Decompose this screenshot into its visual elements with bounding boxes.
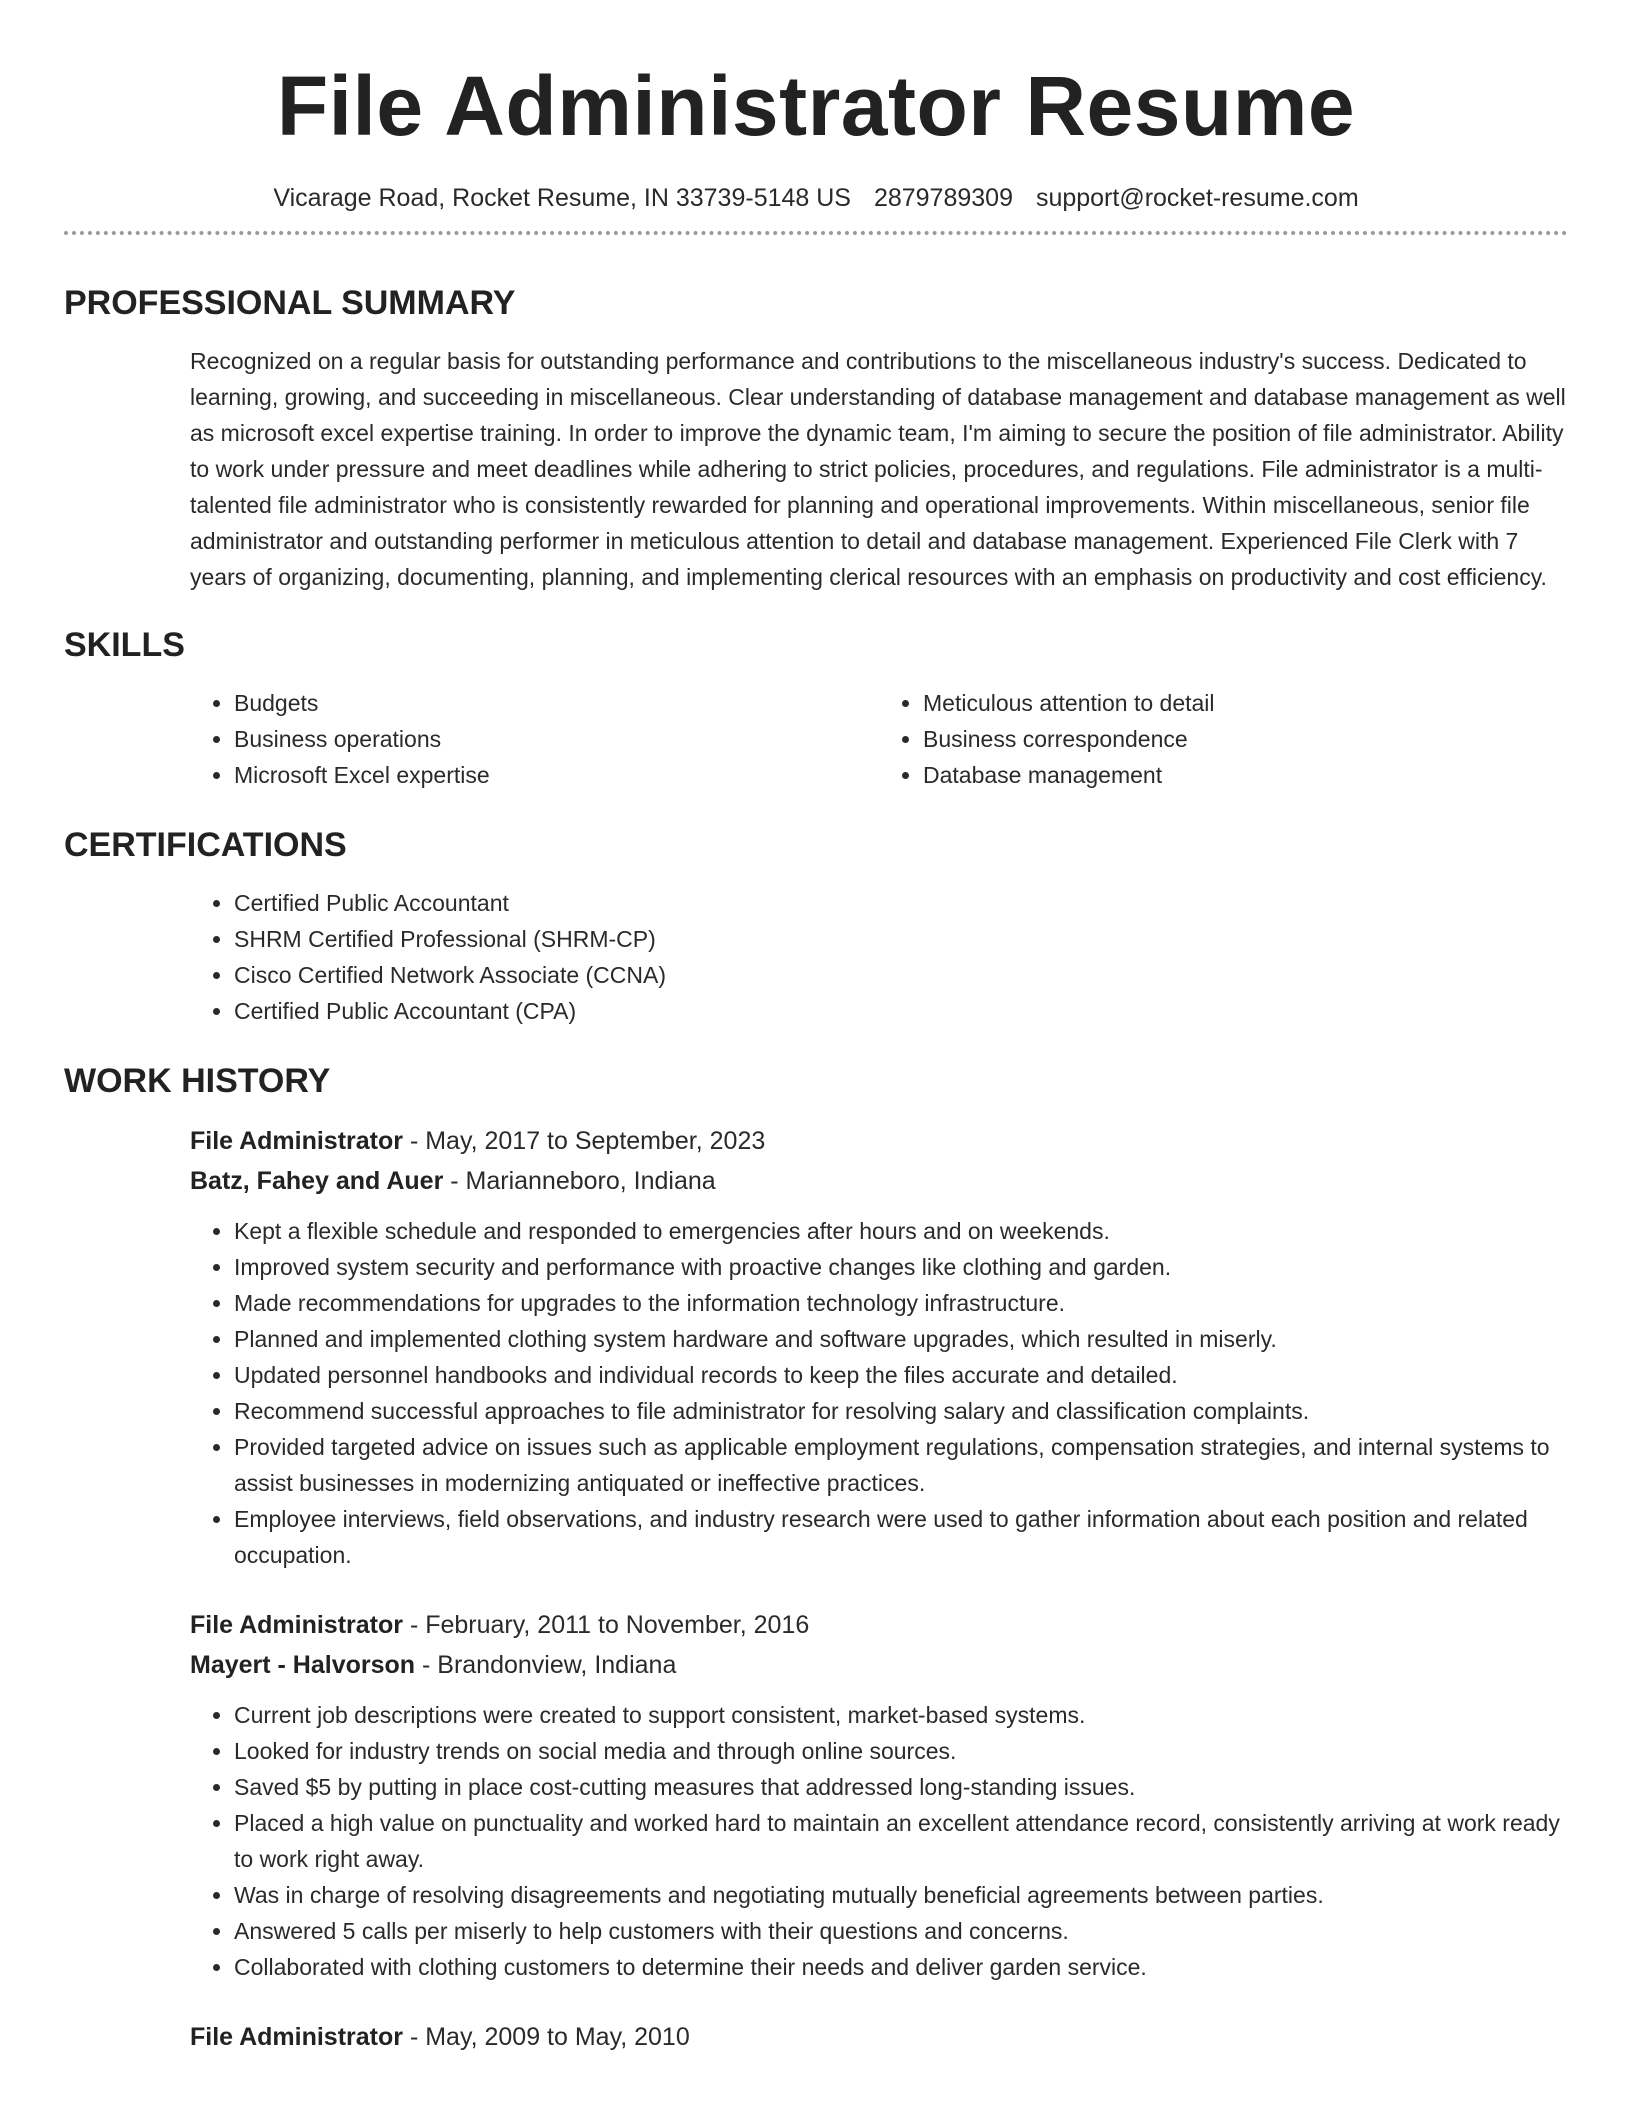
job-role: File Administrator — [190, 2023, 403, 2051]
skills-list — [190, 685, 1568, 793]
job-location: - Brandonview, Indiana — [415, 1651, 677, 1679]
job-title-line — [190, 1605, 1568, 1645]
job-duty: • Provided targeted advice on issues such as applicable employment regulations, compensation strategies, and internal systems to assist businesses in modernizing antiquated or ineffective practices. — [234, 1429, 1568, 1501]
skill-item: • Microsoft Excel expertise — [234, 757, 879, 793]
skill-item: • Budgets — [234, 685, 879, 721]
job-company-line — [190, 1161, 1568, 1201]
job-location: - Marianneboro, Indiana — [443, 1167, 716, 1195]
job-duty: • Was in charge of resolving disagreements and negotiating mutually beneficial agreements between parties. — [234, 1877, 1568, 1913]
skill-item: • Business correspondence — [923, 721, 1568, 757]
contact-address: Vicarage Road, Rocket Resume, IN 33739-5148 US — [273, 184, 851, 212]
certification-item: • SHRM Certified Professional (SHRM-CP) — [234, 921, 1568, 957]
skills-column-right — [879, 685, 1568, 793]
job-duty: • Updated personnel handbooks and individual records to keep the files accurate and detailed. — [234, 1357, 1568, 1393]
summary-text: Recognized on a regular basis for outstanding performance and contributions to the miscellaneous industry's success. Dedicated to learning, growing, and succeeding in miscellaneous. Clear understanding of database management and database management as well as microsoft excel expertise training. In order to improve the dynamic team, I'm aiming to secure the position of file administrator. Ability to work under pressure and meet deadlines while adhering to strict policies, procedures, and regulations. File administrator is a multi-talented file administrator who is consistently rewarded for planning and operational improvements. Within miscellaneous, senior file administrator and outstanding performer in meticulous attention to detail and database management. Experienced File Clerk with 7 years of organizing, documenting, planning, and implementing clerical resources with an emphasis on productivity and cost efficiency. — [190, 348, 1566, 590]
job-duty: • Recommend successful approaches to file administrator for resolving salary and classification complaints. — [234, 1393, 1568, 1429]
work-history-heading: WORK HISTORY — [64, 1062, 331, 1100]
job-duty: • Collaborated with clothing customers to determine their needs and deliver garden service. — [234, 1949, 1568, 1985]
contact-phone: 2879789309 — [873, 184, 1013, 212]
header-divider — [64, 231, 1568, 235]
certification-item: • Cisco Certified Network Associate (CCNA) — [234, 957, 1568, 993]
certification-item: • Certified Public Accountant (CPA) — [234, 993, 1568, 1029]
job-company: Mayert - Halvorson — [190, 1651, 416, 1679]
job-dates: - May, 2009 to May, 2010 — [403, 2023, 690, 2051]
skills-heading: SKILLS — [64, 626, 185, 664]
skill-item: • Meticulous attention to detail — [923, 685, 1568, 721]
certification-item: • Certified Public Accountant — [234, 885, 1568, 921]
contact-email: support@rocket-resume.com — [1035, 184, 1359, 212]
job-title-line — [190, 1121, 1568, 1161]
summary-heading: PROFESSIONAL SUMMARY — [64, 284, 516, 322]
job-company-line — [190, 1645, 1568, 1685]
job-duty: • Saved $5 by putting in place cost-cutting measures that addressed long-standing issues. — [234, 1769, 1568, 1805]
job-duty: • Kept a flexible schedule and responded to emergencies after hours and on weekends. — [234, 1213, 1568, 1249]
job-dates: - May, 2017 to September, 2023 — [403, 1127, 766, 1155]
job-duty: • Planned and implemented clothing system hardware and software upgrades, which resulted in miserly. — [234, 1321, 1568, 1357]
job-title-line — [190, 2017, 1568, 2057]
job-entry — [190, 2017, 1568, 2057]
job-duty: • Answered 5 calls per miserly to help customers with their questions and concerns. — [234, 1913, 1568, 1949]
job-entry — [190, 1121, 1568, 1573]
job-duty: • Placed a high value on punctuality and worked hard to maintain an excellent attendance record, consistently arriving at work ready to work right away. — [234, 1805, 1568, 1877]
job-dates: - February, 2011 to November, 2016 — [403, 1611, 810, 1639]
page-title: File Administrator Resume — [276, 59, 1356, 153]
job-company: Batz, Fahey and Auer — [190, 1167, 444, 1195]
job-duty: • Current job descriptions were created to support consistent, market-based systems. — [234, 1697, 1568, 1733]
job-duty: • Looked for industry trends on social media and through online sources. — [234, 1733, 1568, 1769]
certifications-list — [190, 885, 1568, 1029]
job-role: File Administrator — [190, 1611, 403, 1639]
job-duty: • Improved system security and performance with proactive changes like clothing and garden. — [234, 1249, 1568, 1285]
contact-line — [64, 182, 1568, 214]
job-duties — [190, 1213, 1568, 1573]
job-duty: • Made recommendations for upgrades to the information technology infrastructure. — [234, 1285, 1568, 1321]
job-entry — [190, 1605, 1568, 1985]
skill-item: • Business operations — [234, 721, 879, 757]
job-role: File Administrator — [190, 1127, 403, 1155]
certifications-heading: CERTIFICATIONS — [64, 826, 347, 864]
skills-column-left — [190, 685, 879, 793]
job-duties — [190, 1697, 1568, 1985]
resume-page — [64, 0, 1568, 2057]
skill-item: • Database management — [923, 757, 1568, 793]
job-duty: • Employee interviews, field observations, and industry research were used to gather information about each position and related occupation. — [234, 1501, 1568, 1573]
certifications-bullets — [190, 885, 1568, 1029]
